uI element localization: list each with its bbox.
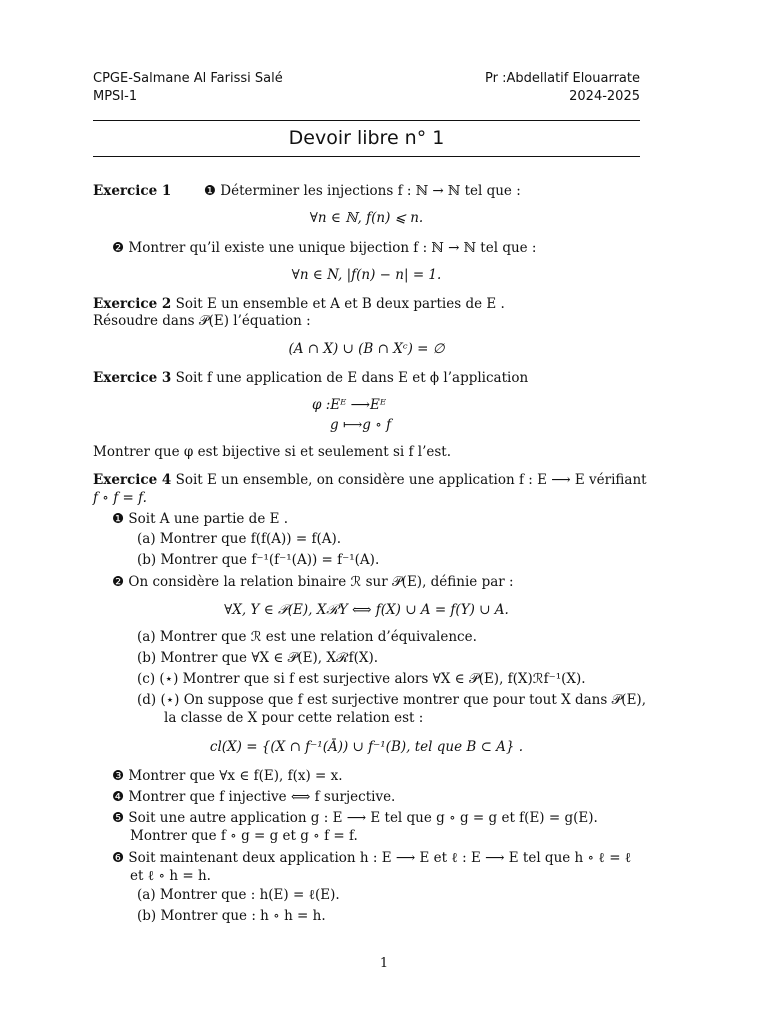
exercise-3-text-1: Soit f une application de E dans E et ϕ l’application [175,370,529,386]
exercise-1-q2: ❷ Montrer qu’il existe une unique bijection f : ℕ → ℕ tel que : [112,240,537,256]
exercise-4-part-6-line-2: et ℓ ∘ h = h. [130,868,211,884]
exercise-4-class-formula: cl(X) = {(X ∩ f⁻¹(Ā)) ∪ f⁻¹(B), tel que B ⊂ A} . [209,739,524,755]
teacher-name: Pr :Abdellatif Elouarrate [485,71,640,86]
page-number: 1 [379,956,389,971]
exercise-2-label: Exercice 2 [93,296,172,312]
top-rule [93,120,640,121]
exercise-4-part-4: ❹ Montrer que f injective ⟺ f surjective. [112,789,396,805]
title-rule [93,156,640,157]
exercise-4-part-5-line-2: Montrer que f ∘ g = g et g ∘ f = f. [130,828,358,844]
exercise-4-part-2b: (b) Montrer que ∀X ∈ 𝒫(E), Xℛf(X). [137,650,379,666]
exercise-4-part-2d-line-2: la classe de X pour cette relation est : [164,710,424,726]
exercise-3-label: Exercice 3 [93,370,172,386]
school-year: 2024-2025 [569,89,640,104]
exercise-4-part-1a: (a) Montrer que f(f(A)) = f(A). [137,531,342,547]
exercise-4-line1 [93,471,647,489]
exercise-3-map-line-2: g ⟼g ∘ f [330,417,392,433]
exercise-4-part-6-line-1: ❻ Soit maintenant deux application h : E ⟶ E et ℓ : E ⟶ E tel que h ∘ ℓ = ℓ [112,850,632,866]
class-name: MPSI-1 [93,89,138,104]
exercise-2-text-2: Résoudre dans 𝒫(E) l’équation : [93,313,311,329]
exercise-4-part-5-line-1: ❺ Soit une autre application g : E ⟶ E tel que g ∘ g = g et f(E) = g(E). [112,810,598,826]
exercise-4-relation-formula: ∀X, Y ∈ 𝒫(E), XℛY ⟺ f(X) ∪ A = f(Y) ∪ A. [224,602,509,618]
exercise-4-text-2: f ∘ f = f. [93,490,147,506]
exercise-1-formula-1: ∀n ∈ ℕ, f(n) ⩽ n. [309,210,424,226]
exercise-4-part-6b: (b) Montrer que : h ∘ h = h. [137,908,326,924]
exercise-3-line1 [93,369,528,387]
school-name: CPGE-Salmane Al Farissi Salé [93,71,283,86]
exercise-4-text-1: Soit E un ensemble, on considère une application f : E ⟶ E vérifiant [175,472,647,488]
exercise-2-line1 [93,295,505,313]
exercise-3-text-2: Montrer que φ est bijective si et seulement si f l’est. [93,444,452,460]
header-left [93,70,283,106]
exercise-2-text-1: Soit E un ensemble et A et B deux parties de E . [175,296,505,312]
exercise-4-part-2: ❷ On considère la relation binaire ℛ sur 𝒫(E), définie par : [112,574,514,590]
exercise-4-part-6a: (a) Montrer que : h(E) = ℓ(E). [137,887,340,903]
exercise-4-label: Exercice 4 [93,472,172,488]
exercise-4-part-2c: (c) (⋆) Montrer que si f est surjective alors ∀X ∈ 𝒫(E), f(X)ℛf⁻¹(X). [137,671,586,687]
exercise-4-part-2d-line-1: (d) (⋆) On suppose que f est surjective montrer que pour tout X dans 𝒫(E), [137,692,646,708]
exercise-4-part-1: ❶ Soit A une partie de E . [112,511,289,527]
exercise-4-part-2a: (a) Montrer que ℛ est une relation d’équivalence. [137,629,477,645]
exercise-1-line1 [93,182,521,200]
header-right [485,70,640,106]
exercise-2-equation: (A ∩ X) ∪ (B ∩ Xᶜ) = ∅ [288,341,445,357]
exercise-1-formula-2: ∀n ∈ N, |f(n) − n| = 1. [291,267,442,283]
exercise-1-label: Exercice 1 [93,183,172,199]
exercise-3-map-line-1: φ :Eᴱ ⟶Eᴱ [312,397,387,413]
page-title: Devoir libre n° 1 [288,127,445,149]
exercise-1-q1: ❶ Déterminer les injections f : ℕ → ℕ tel que : [203,183,521,199]
exercise-4-part-3: ❸ Montrer que ∀x ∈ f(E), f(x) = x. [112,768,343,784]
exercise-4-part-1b: (b) Montrer que f⁻¹(f⁻¹(A)) = f⁻¹(A). [137,552,380,568]
